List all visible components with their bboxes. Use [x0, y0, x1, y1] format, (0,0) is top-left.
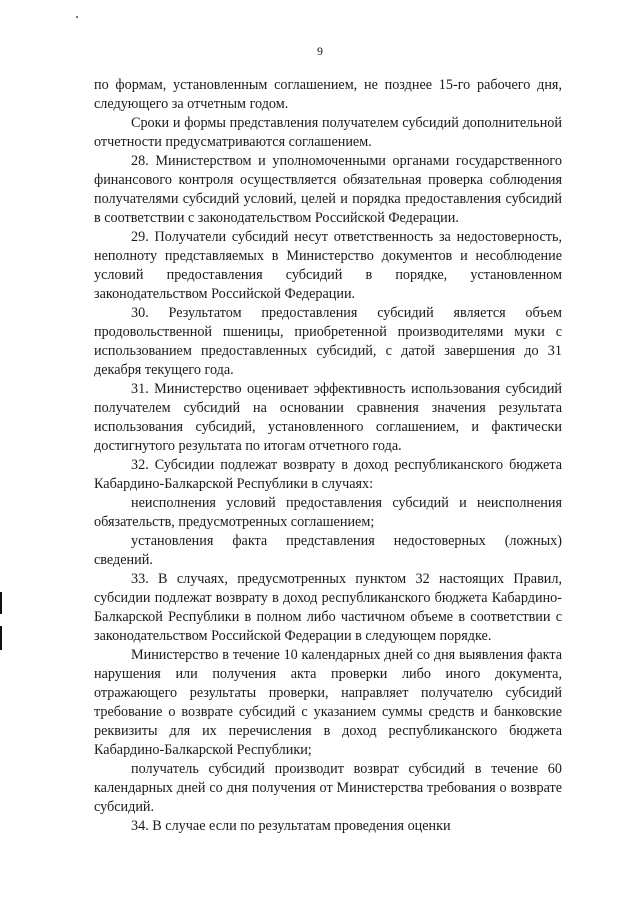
scan-edge-mark [0, 626, 2, 650]
page-number: 9 [317, 44, 323, 58]
paragraph-33-step-1: Министерство в течение 10 календарных дней со дня выявления факта нарушения или получения акта проверки либо иного документа, отражающего результаты проверки, направляет получателю субсидий требование о возврате субсидий с указанием суммы средств и банковские реквизиты для их перечисления в доход республиканского бюджета Кабардино-Балкарской Республики; [94, 647, 562, 758]
paragraph-33-step-2: получатель субсидий производит возврат субсидий в течение 60 календарных дней со дня получения от Министерства требования о возврате субсидий. [94, 761, 562, 815]
paragraph-33: 33. В случаях, предусмотренных пунктом 32 настоящих Правил, субсидии подлежат возврату в доход республиканского бюджета Кабардино-Балкарской Республики в полном либо частичном объеме в соответствии с законодательством Российской Федерации в следующем порядке. [94, 571, 562, 644]
paragraph-29: 29. Получатели субсидий несут ответственность за недостоверность, неполноту представляемых в Министерство документов и несоблюдение условий предоставления субсидий в порядке, установленном законодательством Российской Федерации. [94, 229, 562, 302]
paragraph-34: 34. В случае если по результатам проведения оценки [131, 818, 451, 834]
paragraph-reporting-terms: Сроки и формы представления получателем субсидий дополнительной отчетности предусматриваются соглашением. [94, 115, 562, 150]
paragraph-32-case-1: неисполнения условий предоставления субсидий и неисполнения обязательств, предусмотренных соглашением; [94, 495, 562, 530]
paragraph-32-case-2: установления факта представления недостоверных (ложных) сведений. [94, 533, 562, 568]
document-body [94, 76, 562, 836]
paragraph-32: 32. Субсидии подлежат возврату в доход республиканского бюджета Кабардино-Балкарской Республики в случаях: [94, 457, 562, 492]
paragraph-30: 30. Результатом предоставления субсидий является объем продовольственной пшеницы, приобретенной производителями муки с использованием предоставленных субсидий, с датой завершения до 31 декабря текущего года. [94, 305, 562, 378]
scan-edge-mark [0, 592, 2, 614]
scan-speck [76, 16, 78, 18]
paragraph-31: 31. Министерство оценивает эффективность использования субсидий получателем субсидий на основании сравнения значения результата использования субсидий, установленного соглашением, и фактически достигнутого результата по итогам отчетного года. [94, 381, 562, 454]
paragraph-28: 28. Министерством и уполномоченными органами государственного финансового контроля осуществляется обязательная проверка соблюдения получателями субсидий условий, целей и порядка предоставления субсидий в соответствии с законодательством Российской Федерации. [94, 153, 562, 226]
paragraph-continuation: по формам, установленным соглашением, не позднее 15-го рабочего дня, следующего за отчетным годом. [94, 77, 562, 112]
